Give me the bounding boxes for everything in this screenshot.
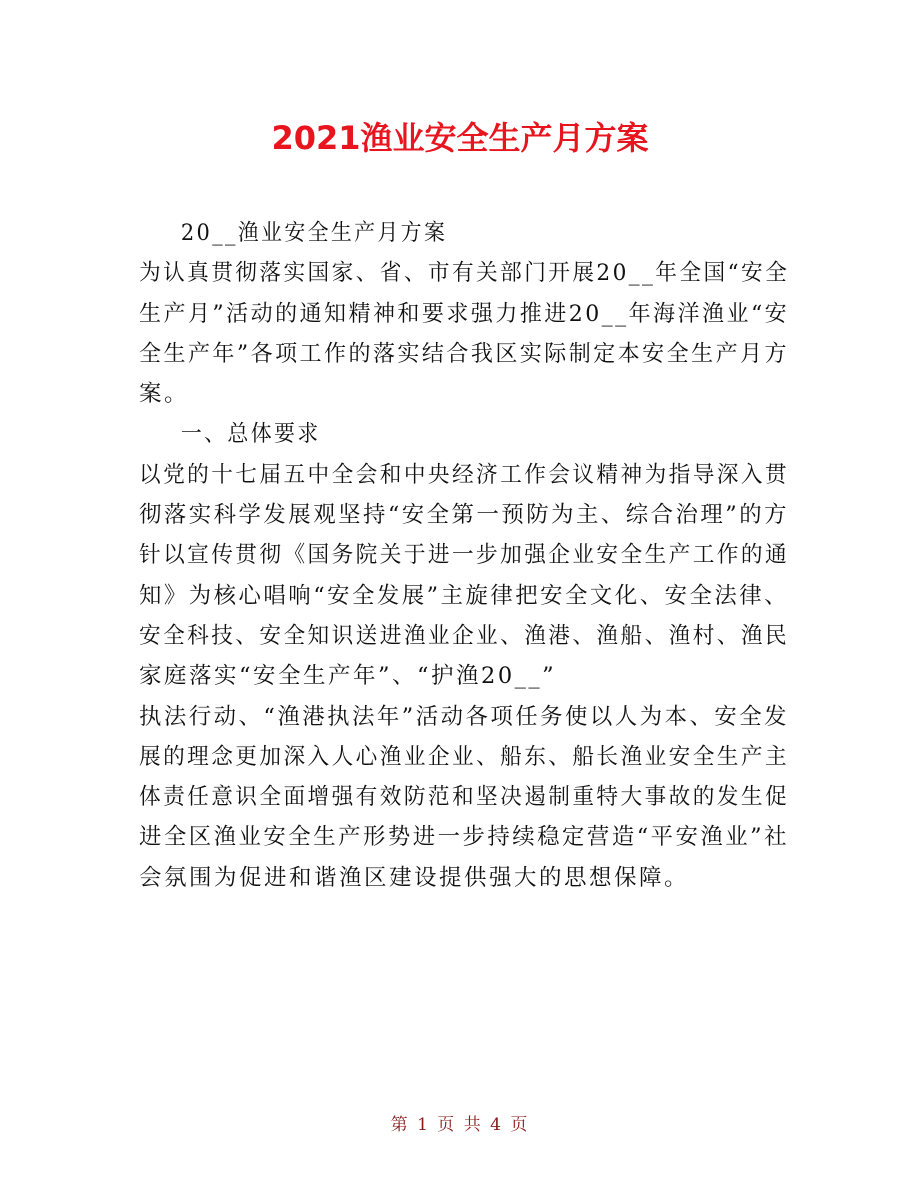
- paragraph-line: 为认真贯彻落实国家、省、市有关部门开展20__年全国“安全: [139, 260, 790, 287]
- subtitle-text: 20__渔业安全生产月方案: [180, 220, 448, 246]
- paragraph-section1-continued: [139, 697, 789, 898]
- paragraph-line: 全生产年”各项工作的落实结合我区实际制定本安全生产月方: [139, 340, 790, 367]
- page-number-footer: 第 1 页 共 4 页: [390, 1115, 530, 1135]
- document-body: [139, 213, 789, 898]
- paragraph-line: 安全科技、安全知识送进渔业企业、渔港、渔船、渔村、渔民: [139, 622, 790, 649]
- paragraph-line: 知》为核心唱响“安全发展”主旋律把安全文化、安全法律、: [139, 582, 790, 609]
- section-heading-text: 一、总体要求: [180, 421, 321, 448]
- paragraph-line: 体责任意识全面增强有效防范和坚决遏制重特大事故的发生促: [139, 784, 790, 811]
- paragraph-line: 以党的十七届五中全会和中央经济工作会议精神为指导深入贯: [139, 461, 790, 488]
- paragraph-line: 生产月”活动的通知精神和要求强力推进20__年海洋渔业“安: [139, 300, 790, 327]
- subtitle: [139, 213, 789, 253]
- paragraph-line: 展的理念更加深入人心渔业企业、船东、船长渔业安全生产主: [139, 743, 790, 770]
- section-heading: [139, 414, 789, 454]
- paragraph-line: 会氛围为促进和谐渔区建设提供强大的思想保障。: [139, 864, 690, 891]
- paragraph-line: 彻落实科学发展观坚持“安全第一预防为主、综合治理”的方: [139, 502, 790, 529]
- document-title: 2021渔业安全生产月方案: [271, 119, 649, 157]
- paragraph-line: 执法行动、“渔港执法年”活动各项任务使以人为本、安全发: [139, 703, 790, 730]
- paragraph-intro: [139, 253, 789, 414]
- paragraph-section1: [139, 455, 789, 697]
- paragraph-line: 家庭落实“安全生产年”、“护渔20__”: [139, 663, 557, 690]
- paragraph-line: 进全区渔业安全生产形势进一步持续稳定营造“平安渔业”社: [139, 824, 790, 851]
- paragraph-line: 案。: [139, 381, 190, 408]
- paragraph-line: 针以宣传贯彻《国务院关于进一步加强企业安全生产工作的通: [139, 542, 790, 569]
